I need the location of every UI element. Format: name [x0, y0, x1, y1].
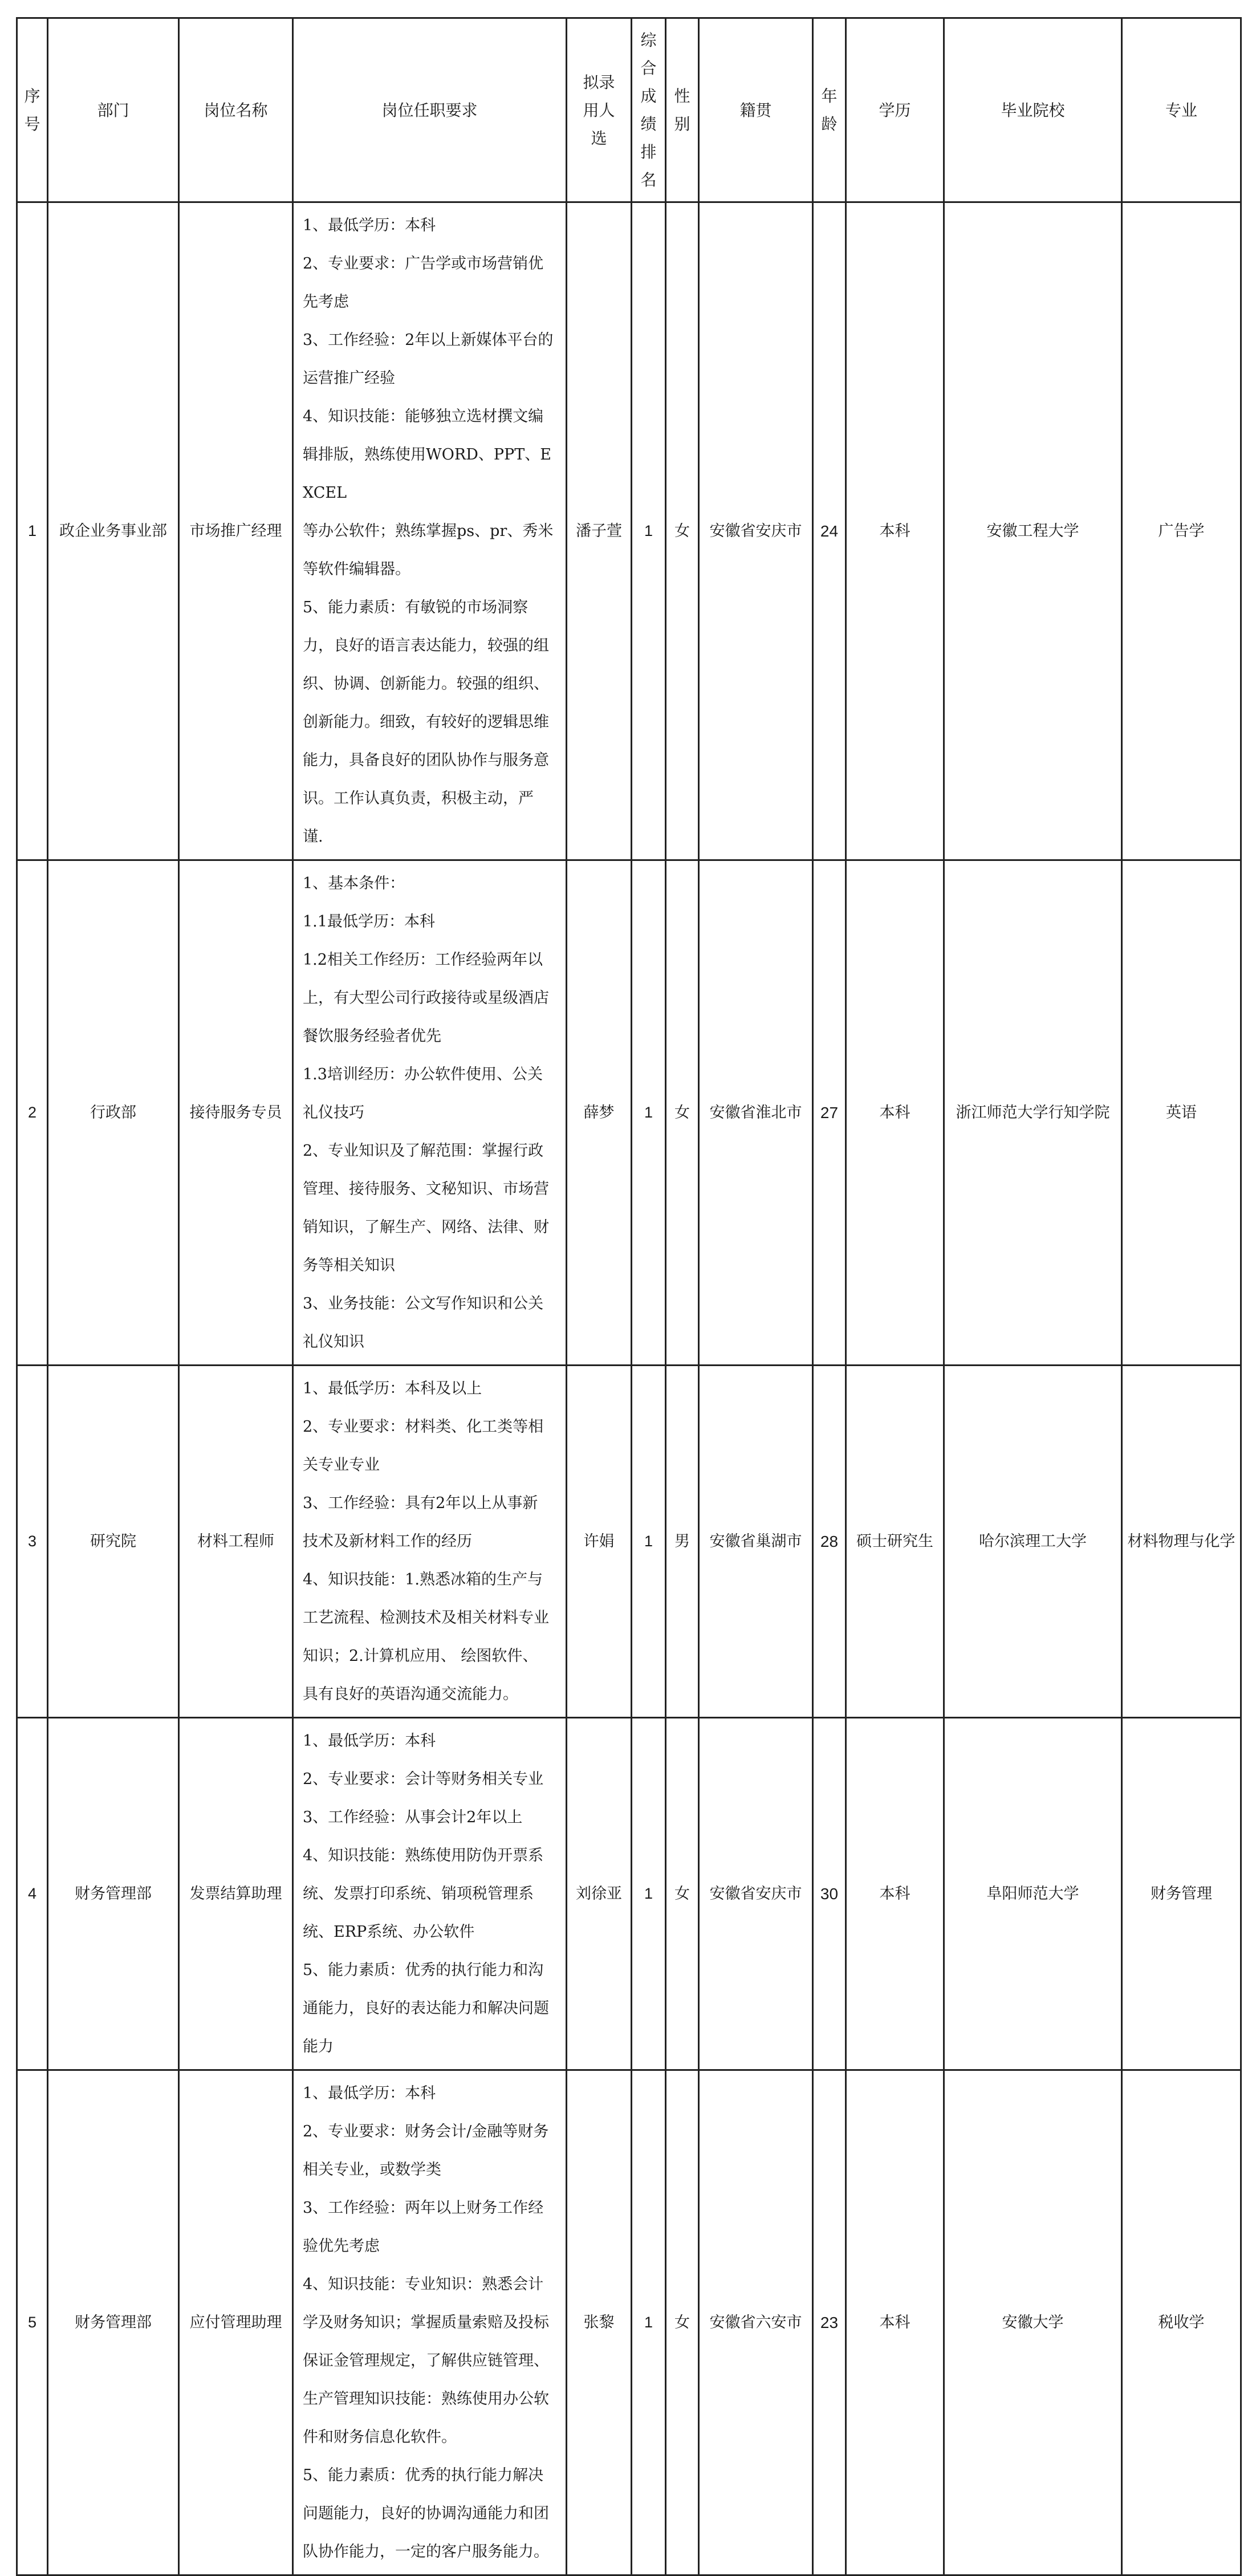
education-cell: 硕士研究生	[846, 1366, 944, 1718]
requirement-line: 辑排版，熟练使用WORD、PPT、EXCEL	[303, 446, 551, 502]
dept-cell: 行政部	[48, 860, 179, 1366]
age-cell: 28	[813, 1366, 846, 1718]
dept-cell: 研究院	[48, 1366, 179, 1718]
requirement-line: 3、工作经验：2年以上新媒体平台的	[303, 331, 554, 349]
header-requirements: 岗位任职要求	[293, 18, 567, 202]
requirement-line: 技术及新材料工作的经历	[303, 1533, 472, 1550]
requirement-line: 务等相关知识	[303, 1257, 395, 1274]
rank-cell: 1	[632, 202, 666, 860]
header-position: 岗位名称	[179, 18, 293, 202]
header-major: 专业	[1122, 18, 1241, 202]
requirement-line: 5、能力素质：优秀的执行能力解决	[303, 2467, 544, 2484]
table-header	[17, 18, 1241, 202]
requirements-cell	[293, 1366, 567, 1718]
requirement-line: 4、知识技能：能够独立选材撰文编	[303, 408, 544, 425]
table-row	[17, 202, 1241, 860]
requirement-line: 创新能力。细致，有较好的逻辑思维	[303, 713, 549, 731]
requirements-cell	[293, 202, 567, 860]
dept-cell: 财务管理部	[48, 1718, 179, 2070]
requirement-line: 力，良好的语言表达能力，较强的组	[303, 637, 549, 655]
requirement-line: 1.1最低学历：本科	[303, 913, 435, 931]
requirement-line: 统、ERP系统、办公软件	[303, 1923, 475, 1941]
requirement-line: 队协作能力，一定的客户服务能力。	[303, 2543, 549, 2561]
requirement-line: 保证金管理规定，了解供应链管理、	[303, 2352, 549, 2370]
requirement-line: 5、能力素质：优秀的执行能力和沟	[303, 1961, 544, 1979]
age-cell: 30	[813, 1718, 846, 2070]
header-school: 毕业院校	[944, 18, 1122, 202]
requirement-line: 识。工作认真负责，积极主动，严	[303, 790, 534, 807]
header-rank: 综合成绩排名	[632, 18, 666, 202]
major-cell: 材料物理与化学	[1122, 1366, 1241, 1718]
school-cell: 安徽大学	[944, 2070, 1122, 2575]
position-cell: 市场推广经理	[179, 202, 293, 860]
candidate-cell: 潘子萱	[567, 202, 632, 860]
dept-cell: 政企业务事业部	[48, 202, 179, 860]
requirement-line: 3、工作经验：从事会计2年以上	[303, 1809, 523, 1826]
candidate-cell: 许娟	[567, 1366, 632, 1718]
gender-cell: 女	[666, 860, 699, 1366]
major-cell: 财务管理	[1122, 1718, 1241, 2070]
header-candidate: 拟录用人选	[567, 18, 632, 202]
requirement-line: 管理、接待服务、文秘知识、市场营	[303, 1180, 549, 1198]
header-seq: 序号	[17, 18, 48, 202]
position-cell: 接待服务专员	[179, 860, 293, 1366]
requirement-line: 谨.	[303, 828, 323, 846]
requirement-line: 礼仪知识	[303, 1333, 364, 1351]
origin-cell: 安徽省六安市	[699, 2070, 813, 2575]
school-cell: 浙江师范大学行知学院	[944, 860, 1122, 1366]
candidate-cell: 张黎	[567, 2070, 632, 2575]
gender-cell: 女	[666, 2070, 699, 2575]
seq-cell: 5	[17, 2070, 48, 2575]
dept-cell: 财务管理部	[48, 2070, 179, 2575]
position-cell: 材料工程师	[179, 1366, 293, 1718]
requirement-line: 工艺流程、检测技术及相关材料专业	[303, 1609, 549, 1627]
candidate-cell: 刘徐亚	[567, 1718, 632, 2070]
requirement-line: 等软件编辑器。	[303, 560, 410, 578]
requirement-line: 3、工作经验：具有2年以上从事新	[303, 1494, 538, 1512]
requirement-line: 关专业专业	[303, 1456, 380, 1474]
requirement-line: 具有良好的英语沟通交流能力。	[303, 1685, 518, 1703]
rank-cell: 1	[632, 1718, 666, 2070]
header-education: 学历	[846, 18, 944, 202]
header-gender: 性别	[666, 18, 699, 202]
requirement-line: 问题能力，良好的协调沟通能力和团	[303, 2505, 549, 2522]
age-cell: 27	[813, 860, 846, 1366]
seq-cell: 2	[17, 860, 48, 1366]
requirement-line: 4、知识技能：专业知识：熟悉会计	[303, 2276, 544, 2293]
seq-cell: 4	[17, 1718, 48, 2070]
table-row	[17, 2070, 1241, 2575]
requirements-cell	[293, 2070, 567, 2575]
major-cell: 税收学	[1122, 2070, 1241, 2575]
header-origin: 籍贯	[699, 18, 813, 202]
requirements-cell	[293, 1718, 567, 2070]
seq-cell: 1	[17, 202, 48, 860]
requirement-line: 生产管理知识技能：熟练使用办公软	[303, 2390, 549, 2408]
gender-cell: 女	[666, 202, 699, 860]
rank-cell: 1	[632, 860, 666, 1366]
requirement-line: 能力，具备良好的团队协作与服务意	[303, 751, 549, 769]
origin-cell: 安徽省巢湖市	[699, 1366, 813, 1718]
requirement-line: 5、能力素质：有敏锐的市场洞察	[303, 599, 529, 616]
requirement-line: 2、专业要求：材料类、化工类等相	[303, 1418, 544, 1436]
requirement-line: 1、最低学历：本科及以上	[303, 1380, 482, 1397]
education-cell: 本科	[846, 202, 944, 860]
education-cell: 本科	[846, 860, 944, 1366]
requirement-line: 1、最低学历：本科	[303, 2085, 436, 2102]
requirement-line: 1.2相关工作经历：工作经验两年以	[303, 951, 543, 969]
rank-cell: 1	[632, 2070, 666, 2575]
requirement-line: 能力	[303, 2038, 334, 2055]
requirement-line: 运营推广经验	[303, 369, 395, 387]
requirement-line: 3、业务技能：公文写作知识和公关	[303, 1295, 544, 1313]
requirement-line: 销知识，了解生产、网络、法律、财	[303, 1218, 549, 1236]
age-cell: 23	[813, 2070, 846, 2575]
candidate-cell: 薛梦	[567, 860, 632, 1366]
age-cell: 24	[813, 202, 846, 860]
gender-cell: 女	[666, 1718, 699, 2070]
requirement-line: 1、基本条件：	[303, 875, 405, 892]
table-row	[17, 1718, 1241, 2070]
requirement-line: 3、工作经验：两年以上财务工作经	[303, 2199, 544, 2217]
gender-cell: 男	[666, 1366, 699, 1718]
requirement-line: 等办公软件；熟练掌握ps、pr、秀米	[303, 522, 554, 540]
origin-cell: 安徽省安庆市	[699, 1718, 813, 2070]
position-cell: 发票结算助理	[179, 1718, 293, 2070]
table-row	[17, 1366, 1241, 1718]
school-cell: 阜阳师范大学	[944, 1718, 1122, 2070]
header-dept: 部门	[48, 18, 179, 202]
recruitment-table-container	[16, 17, 1240, 2576]
requirement-line: 2、专业要求：财务会计/金融等财务	[303, 2123, 549, 2140]
major-cell: 英语	[1122, 860, 1241, 1366]
rank-cell: 1	[632, 1366, 666, 1718]
major-cell: 广告学	[1122, 202, 1241, 860]
requirement-line: 餐饮服务经验者优先	[303, 1027, 441, 1045]
requirement-line: 1.3培训经历：办公软件使用、公关	[303, 1066, 543, 1083]
requirement-line: 1、最低学历：本科	[303, 1732, 436, 1750]
requirement-line: 4、知识技能：1.熟悉冰箱的生产与	[303, 1571, 543, 1588]
header-row	[17, 18, 1241, 202]
requirement-line: 2、专业知识及了解范围：掌握行政	[303, 1142, 544, 1160]
requirement-line: 验优先考虑	[303, 2237, 380, 2255]
origin-cell: 安徽省淮北市	[699, 860, 813, 1366]
requirement-line: 先考虑	[303, 293, 349, 311]
requirement-line: 统、发票打印系统、销项税管理系	[303, 1885, 534, 1903]
requirement-line: 2、专业要求：广告学或市场营销优	[303, 255, 544, 273]
table-row	[17, 860, 1241, 1366]
origin-cell: 安徽省安庆市	[699, 202, 813, 860]
education-cell: 本科	[846, 2070, 944, 2575]
requirement-line: 相关专业，或数学类	[303, 2161, 441, 2179]
requirement-line: 件和财务信息化软件。	[303, 2428, 457, 2446]
requirements-cell	[293, 860, 567, 1366]
education-cell: 本科	[846, 1718, 944, 2070]
school-cell: 安徽工程大学	[944, 202, 1122, 860]
recruitment-table	[16, 17, 1242, 2576]
requirement-line: 通能力，良好的表达能力和解决问题	[303, 2000, 549, 2017]
requirement-line: 礼仪技巧	[303, 1104, 364, 1122]
requirement-line: 织、协调、创新能力。较强的组织、	[303, 675, 549, 693]
seq-cell: 3	[17, 1366, 48, 1718]
requirement-line: 1、最低学历：本科	[303, 217, 436, 234]
requirement-line: 学及财务知识；掌握质量索赔及投标	[303, 2314, 549, 2331]
requirement-line: 上，有大型公司行政接待或星级酒店	[303, 989, 549, 1007]
requirement-line: 4、知识技能：熟练使用防伪开票系	[303, 1847, 544, 1864]
table-body	[17, 202, 1241, 2575]
requirement-line: 2、专业要求：会计等财务相关专业	[303, 1770, 544, 1788]
position-cell: 应付管理助理	[179, 2070, 293, 2575]
school-cell: 哈尔滨理工大学	[944, 1366, 1122, 1718]
header-age: 年龄	[813, 18, 846, 202]
requirement-line: 知识；2.计算机应用、 绘图软件、	[303, 1647, 538, 1665]
